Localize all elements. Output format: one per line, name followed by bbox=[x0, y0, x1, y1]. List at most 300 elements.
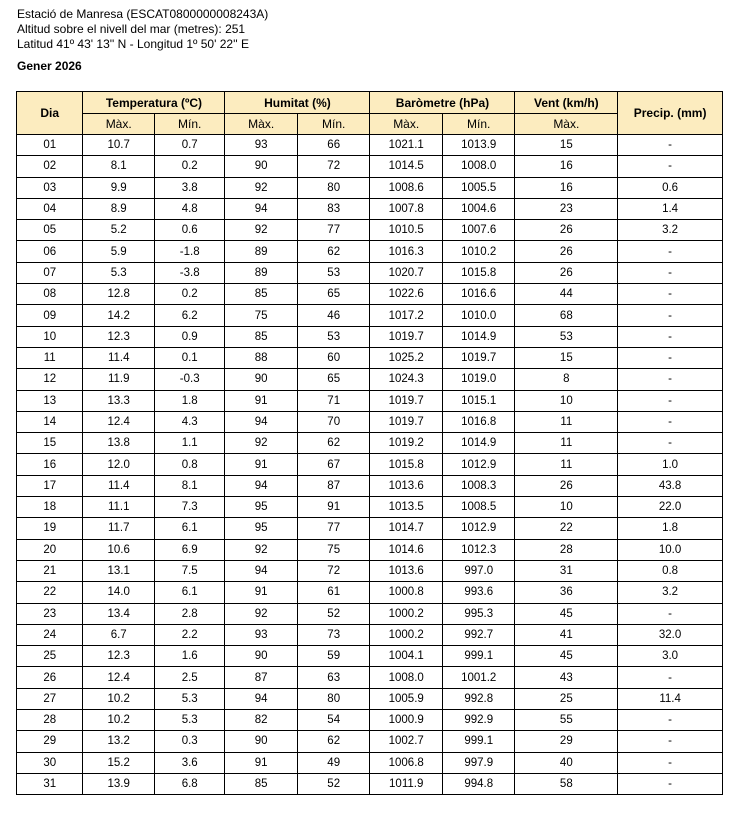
column-header-wind: Vent (km/h) bbox=[515, 92, 618, 114]
table-cell: 91 bbox=[297, 497, 370, 518]
table-cell: 1005.9 bbox=[370, 688, 443, 709]
table-cell: 95 bbox=[225, 518, 298, 539]
report-month: Gener 2026 bbox=[17, 59, 82, 73]
table-cell: 1010.5 bbox=[370, 220, 443, 241]
table-cell: 1000.2 bbox=[370, 603, 443, 624]
table-cell: 53 bbox=[297, 326, 370, 347]
table-cell: 1019.7 bbox=[442, 347, 515, 368]
table-cell: 1010.0 bbox=[442, 305, 515, 326]
table-cell: 997.9 bbox=[442, 752, 515, 773]
table-cell: 62 bbox=[297, 731, 370, 752]
column-header-humidity: Humitat (%) bbox=[225, 92, 370, 114]
table-cell: 14.0 bbox=[83, 582, 155, 603]
table-cell: 1022.6 bbox=[370, 284, 443, 305]
station-altitude: Altitud sobre el nivell del mar (metres): 251 bbox=[17, 22, 246, 36]
table-cell: 17 bbox=[17, 475, 83, 496]
table-cell: 1025.2 bbox=[370, 347, 443, 368]
subheader-temp-min: Mín. bbox=[154, 114, 224, 135]
table-cell: 43.8 bbox=[618, 475, 723, 496]
table-row bbox=[17, 688, 723, 709]
table-cell: 12.8 bbox=[83, 284, 155, 305]
table-cell: 11.9 bbox=[83, 369, 155, 390]
table-cell: 999.1 bbox=[442, 646, 515, 667]
table-cell: -3.8 bbox=[154, 262, 224, 283]
table-cell: 1008.0 bbox=[370, 667, 443, 688]
table-cell: 72 bbox=[297, 560, 370, 581]
table-cell: 1014.9 bbox=[442, 433, 515, 454]
table-cell: 40 bbox=[515, 752, 618, 773]
table-subheader-row bbox=[17, 114, 723, 135]
table-cell: 45 bbox=[515, 646, 618, 667]
table-cell: 1019.7 bbox=[370, 326, 443, 347]
table-cell: 12.3 bbox=[83, 326, 155, 347]
table-cell: 23 bbox=[17, 603, 83, 624]
table-cell: 90 bbox=[225, 731, 298, 752]
table-cell: - bbox=[618, 347, 723, 368]
table-cell: 80 bbox=[297, 688, 370, 709]
table-cell: 994.8 bbox=[442, 773, 515, 794]
table-cell: 1012.9 bbox=[442, 454, 515, 475]
table-body bbox=[17, 135, 723, 795]
table-cell: 8.9 bbox=[83, 198, 155, 219]
table-cell: 05 bbox=[17, 220, 83, 241]
table-cell: 62 bbox=[297, 241, 370, 262]
table-cell: 94 bbox=[225, 411, 298, 432]
table-cell: -0.3 bbox=[154, 369, 224, 390]
table-cell: 11 bbox=[515, 433, 618, 454]
table-cell: 11.4 bbox=[83, 475, 155, 496]
table-row bbox=[17, 603, 723, 624]
weather-table bbox=[16, 91, 723, 795]
table-cell: 5.9 bbox=[83, 241, 155, 262]
table-cell: 1010.2 bbox=[442, 241, 515, 262]
table-cell: - bbox=[618, 156, 723, 177]
subheader-barometer-min: Mín. bbox=[442, 114, 515, 135]
table-row bbox=[17, 156, 723, 177]
table-row bbox=[17, 624, 723, 645]
table-cell: 1.6 bbox=[154, 646, 224, 667]
table-cell: 91 bbox=[225, 454, 298, 475]
table-cell: 68 bbox=[515, 305, 618, 326]
table-cell: - bbox=[618, 262, 723, 283]
table-cell: 41 bbox=[515, 624, 618, 645]
table-cell: 6.9 bbox=[154, 539, 224, 560]
table-cell: 13.3 bbox=[83, 390, 155, 411]
table-cell: 7.3 bbox=[154, 497, 224, 518]
table-cell: 16 bbox=[17, 454, 83, 475]
table-cell: 0.9 bbox=[154, 326, 224, 347]
table-cell: 06 bbox=[17, 241, 83, 262]
table-cell: 54 bbox=[297, 710, 370, 731]
table-cell: - bbox=[618, 241, 723, 262]
table-cell: 75 bbox=[225, 305, 298, 326]
table-cell: 23 bbox=[515, 198, 618, 219]
table-cell: 999.1 bbox=[442, 731, 515, 752]
table-cell: 71 bbox=[297, 390, 370, 411]
table-cell: 5.3 bbox=[83, 262, 155, 283]
station-coordinates: Latitud 41º 43' 13'' N - Longitud 1º 50' 22'' E bbox=[17, 37, 250, 51]
table-cell: 1011.9 bbox=[370, 773, 443, 794]
table-cell: 90 bbox=[225, 156, 298, 177]
table-row bbox=[17, 220, 723, 241]
table-cell: 95 bbox=[225, 497, 298, 518]
table-cell: 25 bbox=[17, 646, 83, 667]
table-cell: 25 bbox=[515, 688, 618, 709]
table-cell: 21 bbox=[17, 560, 83, 581]
table-cell: 77 bbox=[297, 220, 370, 241]
table-cell: 1008.0 bbox=[442, 156, 515, 177]
table-cell: 10.2 bbox=[83, 688, 155, 709]
table-cell: 0.8 bbox=[154, 454, 224, 475]
table-cell: 1019.0 bbox=[442, 369, 515, 390]
table-cell: 1021.1 bbox=[370, 135, 443, 156]
table-cell: 26 bbox=[515, 241, 618, 262]
table-row bbox=[17, 752, 723, 773]
table-cell: 29 bbox=[515, 731, 618, 752]
table-cell: 67 bbox=[297, 454, 370, 475]
table-cell: - bbox=[618, 773, 723, 794]
table-cell: 1016.8 bbox=[442, 411, 515, 432]
column-header-precip: Precip. (mm) bbox=[618, 92, 723, 135]
table-cell: 53 bbox=[297, 262, 370, 283]
table-cell: 49 bbox=[297, 752, 370, 773]
table-cell: 11.4 bbox=[618, 688, 723, 709]
table-cell: 3.0 bbox=[618, 646, 723, 667]
table-cell: 1005.5 bbox=[442, 177, 515, 198]
table-cell: 1015.1 bbox=[442, 390, 515, 411]
table-cell: 9.9 bbox=[83, 177, 155, 198]
table-cell: 18 bbox=[17, 497, 83, 518]
table-cell: 11 bbox=[515, 411, 618, 432]
table-cell: 1.0 bbox=[618, 454, 723, 475]
subheader-wind-max: Màx. bbox=[515, 114, 618, 135]
table-cell: 27 bbox=[17, 688, 83, 709]
table-cell: 1004.1 bbox=[370, 646, 443, 667]
table-cell: 15.2 bbox=[83, 752, 155, 773]
table-cell: 28 bbox=[17, 710, 83, 731]
table-cell: 87 bbox=[225, 667, 298, 688]
subheader-temp-max: Màx. bbox=[83, 114, 155, 135]
table-cell: 11 bbox=[17, 347, 83, 368]
column-header-day: Dia bbox=[17, 92, 83, 135]
table-cell: 15 bbox=[17, 433, 83, 454]
table-cell: 72 bbox=[297, 156, 370, 177]
table-row bbox=[17, 710, 723, 731]
table-cell: 88 bbox=[225, 347, 298, 368]
table-cell: 92 bbox=[225, 220, 298, 241]
table-cell: 26 bbox=[515, 475, 618, 496]
table-cell: 11 bbox=[515, 454, 618, 475]
table-cell: - bbox=[618, 731, 723, 752]
table-cell: 2.5 bbox=[154, 667, 224, 688]
table-cell: - bbox=[618, 752, 723, 773]
table-cell: 22 bbox=[515, 518, 618, 539]
table-cell: 53 bbox=[515, 326, 618, 347]
table-cell: 02 bbox=[17, 156, 83, 177]
table-cell: 5.3 bbox=[154, 710, 224, 731]
table-cell: 1000.9 bbox=[370, 710, 443, 731]
table-cell: 94 bbox=[225, 198, 298, 219]
table-cell: 1014.5 bbox=[370, 156, 443, 177]
table-row bbox=[17, 497, 723, 518]
table-cell: 992.7 bbox=[442, 624, 515, 645]
table-cell: 3.2 bbox=[618, 582, 723, 603]
table-cell: 3.2 bbox=[618, 220, 723, 241]
table-cell: 10.0 bbox=[618, 539, 723, 560]
table-cell: 92 bbox=[225, 539, 298, 560]
table-cell: 59 bbox=[297, 646, 370, 667]
table-cell: 2.2 bbox=[154, 624, 224, 645]
table-row bbox=[17, 305, 723, 326]
table-cell: 1013.6 bbox=[370, 560, 443, 581]
table-cell: 0.6 bbox=[154, 220, 224, 241]
table-cell: 0.2 bbox=[154, 156, 224, 177]
table-cell: 11.4 bbox=[83, 347, 155, 368]
table-cell: 1000.8 bbox=[370, 582, 443, 603]
table-cell: 89 bbox=[225, 241, 298, 262]
table-cell: 93 bbox=[225, 135, 298, 156]
table-cell: 46 bbox=[297, 305, 370, 326]
table-cell: 09 bbox=[17, 305, 83, 326]
table-cell: 14.2 bbox=[83, 305, 155, 326]
table-cell: - bbox=[618, 369, 723, 390]
table-cell: 04 bbox=[17, 198, 83, 219]
table-cell: 5.2 bbox=[83, 220, 155, 241]
table-cell: 1015.8 bbox=[442, 262, 515, 283]
table-cell: 91 bbox=[225, 390, 298, 411]
table-cell: 1019.2 bbox=[370, 433, 443, 454]
table-cell: 94 bbox=[225, 475, 298, 496]
table-cell: 1007.8 bbox=[370, 198, 443, 219]
subheader-humidity-max: Màx. bbox=[225, 114, 298, 135]
column-header-barometer: Baròmetre (hPa) bbox=[370, 92, 515, 114]
table-cell: 10 bbox=[515, 390, 618, 411]
table-cell: - bbox=[618, 390, 723, 411]
table-cell: 91 bbox=[225, 752, 298, 773]
table-cell: 3.8 bbox=[154, 177, 224, 198]
table-cell: 22.0 bbox=[618, 497, 723, 518]
table-cell: 1012.3 bbox=[442, 539, 515, 560]
table-row bbox=[17, 582, 723, 603]
table-cell: 992.9 bbox=[442, 710, 515, 731]
table-cell: - bbox=[618, 603, 723, 624]
table-cell: 993.6 bbox=[442, 582, 515, 603]
table-row bbox=[17, 773, 723, 794]
table-cell: 1002.7 bbox=[370, 731, 443, 752]
table-row bbox=[17, 667, 723, 688]
table-row bbox=[17, 454, 723, 475]
table-cell: 65 bbox=[297, 284, 370, 305]
table-cell: 26 bbox=[515, 262, 618, 283]
table-cell: 3.6 bbox=[154, 752, 224, 773]
table-row bbox=[17, 241, 723, 262]
table-cell: 1015.8 bbox=[370, 454, 443, 475]
table-cell: 4.8 bbox=[154, 198, 224, 219]
table-row bbox=[17, 135, 723, 156]
table-cell: 5.3 bbox=[154, 688, 224, 709]
table-cell: 28 bbox=[515, 539, 618, 560]
table-cell: 75 bbox=[297, 539, 370, 560]
table-cell: 11.1 bbox=[83, 497, 155, 518]
table-cell: 1008.3 bbox=[442, 475, 515, 496]
table-row bbox=[17, 369, 723, 390]
table-cell: 997.0 bbox=[442, 560, 515, 581]
table-cell: 1014.9 bbox=[442, 326, 515, 347]
table-cell: 1016.6 bbox=[442, 284, 515, 305]
table-cell: 13.8 bbox=[83, 433, 155, 454]
table-cell: - bbox=[618, 710, 723, 731]
table-cell: 1017.2 bbox=[370, 305, 443, 326]
table-cell: 1013.5 bbox=[370, 497, 443, 518]
table-cell: 1019.7 bbox=[370, 411, 443, 432]
table-row bbox=[17, 475, 723, 496]
table-cell: 85 bbox=[225, 326, 298, 347]
table-cell: 1.1 bbox=[154, 433, 224, 454]
table-cell: - bbox=[618, 411, 723, 432]
table-cell: 0.2 bbox=[154, 284, 224, 305]
table-cell: 94 bbox=[225, 688, 298, 709]
table-cell: 11.7 bbox=[83, 518, 155, 539]
table-cell: 995.3 bbox=[442, 603, 515, 624]
table-cell: 12.4 bbox=[83, 411, 155, 432]
table-cell: 0.6 bbox=[618, 177, 723, 198]
table-cell: 58 bbox=[515, 773, 618, 794]
table-cell: - bbox=[618, 135, 723, 156]
table-cell: 80 bbox=[297, 177, 370, 198]
table-cell: 22 bbox=[17, 582, 83, 603]
table-row bbox=[17, 347, 723, 368]
table-cell: 1013.6 bbox=[370, 475, 443, 496]
table-cell: 1024.3 bbox=[370, 369, 443, 390]
table-cell: - bbox=[618, 667, 723, 688]
table-row bbox=[17, 560, 723, 581]
table-cell: 1012.9 bbox=[442, 518, 515, 539]
table-cell: 6.1 bbox=[154, 518, 224, 539]
subheader-humidity-min: Mín. bbox=[297, 114, 370, 135]
table-cell: 8.1 bbox=[154, 475, 224, 496]
table-cell: 73 bbox=[297, 624, 370, 645]
table-cell: 45 bbox=[515, 603, 618, 624]
table-cell: 1008.6 bbox=[370, 177, 443, 198]
table-header-row bbox=[17, 92, 723, 114]
table-cell: 82 bbox=[225, 710, 298, 731]
table-cell: 10 bbox=[515, 497, 618, 518]
table-cell: 31 bbox=[17, 773, 83, 794]
table-cell: 6.7 bbox=[83, 624, 155, 645]
table-cell: 60 bbox=[297, 347, 370, 368]
table-cell: 13.1 bbox=[83, 560, 155, 581]
table-cell: 19 bbox=[17, 518, 83, 539]
table-row bbox=[17, 731, 723, 752]
table-cell: 13.2 bbox=[83, 731, 155, 752]
table-cell: 8.1 bbox=[83, 156, 155, 177]
station-header bbox=[17, 7, 268, 74]
table-cell: 13 bbox=[17, 390, 83, 411]
table-cell: 30 bbox=[17, 752, 83, 773]
table-cell: 2.8 bbox=[154, 603, 224, 624]
table-cell: 43 bbox=[515, 667, 618, 688]
table-cell: 15 bbox=[515, 135, 618, 156]
table-cell: 83 bbox=[297, 198, 370, 219]
table-cell: 1000.2 bbox=[370, 624, 443, 645]
table-cell: 1014.6 bbox=[370, 539, 443, 560]
table-cell: 6.8 bbox=[154, 773, 224, 794]
table-cell: 93 bbox=[225, 624, 298, 645]
table-cell: 16 bbox=[515, 156, 618, 177]
table-cell: 13.4 bbox=[83, 603, 155, 624]
table-cell: 44 bbox=[515, 284, 618, 305]
table-cell: 91 bbox=[225, 582, 298, 603]
table-cell: 1014.7 bbox=[370, 518, 443, 539]
table-cell: 1.8 bbox=[154, 390, 224, 411]
table-cell: 03 bbox=[17, 177, 83, 198]
table-cell: -1.8 bbox=[154, 241, 224, 262]
table-cell: 1020.7 bbox=[370, 262, 443, 283]
table-cell: 1019.7 bbox=[370, 390, 443, 411]
table-row bbox=[17, 390, 723, 411]
table-cell: 26 bbox=[17, 667, 83, 688]
table-cell: 12.3 bbox=[83, 646, 155, 667]
table-cell: 29 bbox=[17, 731, 83, 752]
table-cell: 90 bbox=[225, 369, 298, 390]
table-cell: - bbox=[618, 305, 723, 326]
table-cell: 1.8 bbox=[618, 518, 723, 539]
table-cell: 62 bbox=[297, 433, 370, 454]
table-cell: 16 bbox=[515, 177, 618, 198]
table-cell: 12.4 bbox=[83, 667, 155, 688]
table-cell: 92 bbox=[225, 177, 298, 198]
table-cell: 1008.5 bbox=[442, 497, 515, 518]
table-cell: 87 bbox=[297, 475, 370, 496]
table-cell: 1007.6 bbox=[442, 220, 515, 241]
table-cell: 6.2 bbox=[154, 305, 224, 326]
table-cell: 1013.9 bbox=[442, 135, 515, 156]
table-cell: 26 bbox=[515, 220, 618, 241]
table-row bbox=[17, 433, 723, 454]
table-cell: 0.1 bbox=[154, 347, 224, 368]
table-cell: 10 bbox=[17, 326, 83, 347]
table-row bbox=[17, 326, 723, 347]
table-cell: 8 bbox=[515, 369, 618, 390]
table-cell: 20 bbox=[17, 539, 83, 560]
table-cell: 0.3 bbox=[154, 731, 224, 752]
table-cell: 6.1 bbox=[154, 582, 224, 603]
table-row bbox=[17, 646, 723, 667]
table-cell: 61 bbox=[297, 582, 370, 603]
table-cell: - bbox=[618, 326, 723, 347]
table-cell: 0.8 bbox=[618, 560, 723, 581]
table-cell: 24 bbox=[17, 624, 83, 645]
table-cell: 14 bbox=[17, 411, 83, 432]
table-cell: 10.2 bbox=[83, 710, 155, 731]
table-cell: 36 bbox=[515, 582, 618, 603]
table-row bbox=[17, 284, 723, 305]
table-row bbox=[17, 411, 723, 432]
table-cell: 12.0 bbox=[83, 454, 155, 475]
table-cell: 92 bbox=[225, 603, 298, 624]
table-cell: 13.9 bbox=[83, 773, 155, 794]
table-cell: 7.5 bbox=[154, 560, 224, 581]
column-header-temperature: Temperatura (ºC) bbox=[83, 92, 225, 114]
table-row bbox=[17, 198, 723, 219]
table-cell: 1006.8 bbox=[370, 752, 443, 773]
table-row bbox=[17, 539, 723, 560]
table-cell: 1016.3 bbox=[370, 241, 443, 262]
table-cell: 70 bbox=[297, 411, 370, 432]
table-cell: 92 bbox=[225, 433, 298, 454]
table-cell: - bbox=[618, 433, 723, 454]
table-cell: 10.7 bbox=[83, 135, 155, 156]
